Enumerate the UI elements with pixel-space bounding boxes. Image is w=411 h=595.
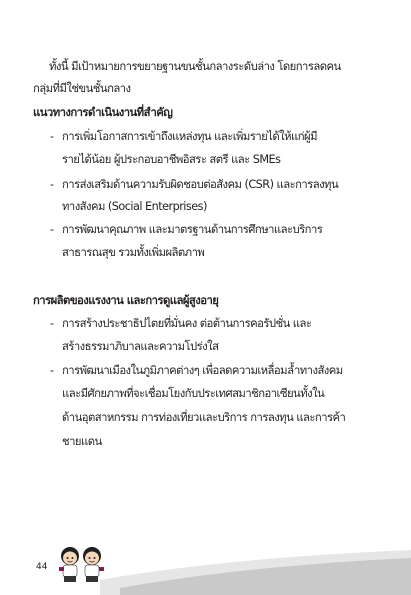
bullet-5-line-2: และมีศักยภาพที่จะเชื่อมโยงกับประเทศสมาชิกอาเซียนทั้งใน <box>62 387 325 400</box>
bullet-marker: - <box>50 178 55 191</box>
section-2-heading: การผลิตของแรงงาน และการดูแลผู้สูงอายุ <box>33 294 219 307</box>
bullet-3-line-1: การพัฒนาคุณภาพ และมาตรฐานด้านการศึกษาและบริการ <box>62 223 323 236</box>
bullet-marker: - <box>50 364 55 377</box>
mascot-child-left <box>59 547 79 582</box>
bullet-1-line-1: การเพิ่มโอกาสการเข้าถึงแหล่งทุน และเพิ่มรายได้ให้แก่ผู้มี <box>62 130 317 143</box>
bullet-3-line-2: สาธารณสุข รวมทั้งเพิ่มผลิตภาพ <box>62 246 205 259</box>
bullet-marker: - <box>50 130 55 143</box>
bullet-4-line-1: การสร้างประชาธิปไตยที่มั่นคง ต่อต้านการคอรัปชั่น และ <box>62 317 312 330</box>
bullet-2-line-1: การส่งเสริมด้านความรับผิดชอบต่อสังคม (CSR) และการลงทุน <box>62 178 339 191</box>
bullet-marker: - <box>50 223 55 236</box>
bullet-5-line-1: การพัฒนาเมืองในภูมิภาคต่างๆ เพื่อลดความเหลื่อมล้ำทางสังคม <box>62 364 343 377</box>
bullet-marker: - <box>50 317 55 330</box>
bullet-2-line-2: ทางสังคม (Social Enterprises) <box>62 200 207 213</box>
bullet-5-line-3: ด้านอุตสาหกรรม การท่องเที่ยวและบริการ การลงทุน และการค้า <box>62 411 346 424</box>
mascot-child-right <box>83 547 104 582</box>
bullet-1-line-2: รายได้น้อย ผู้ประกอบอาชีพอิสระ สตรี และ SMEs <box>62 153 281 166</box>
mascot-children-illustration <box>56 545 108 589</box>
page-number: 44 <box>36 562 48 572</box>
bullet-4-line-2: สร้างธรรมาภิบาลและความโปร่งใส <box>62 340 219 353</box>
section-1-heading: แนวทางการดำเนินงานที่สำคัญ <box>33 106 173 119</box>
bullet-5-line-4: ชายแดน <box>62 435 102 448</box>
intro-line-1: ทั้งนี้ มีเป้าหมายการขยายฐานขนชั้นกลางระดับล่าง โดยการลดคน <box>49 60 341 73</box>
intro-line-2: กลุ่มที่มีใช่ขนชั้นกลาง <box>33 82 131 95</box>
